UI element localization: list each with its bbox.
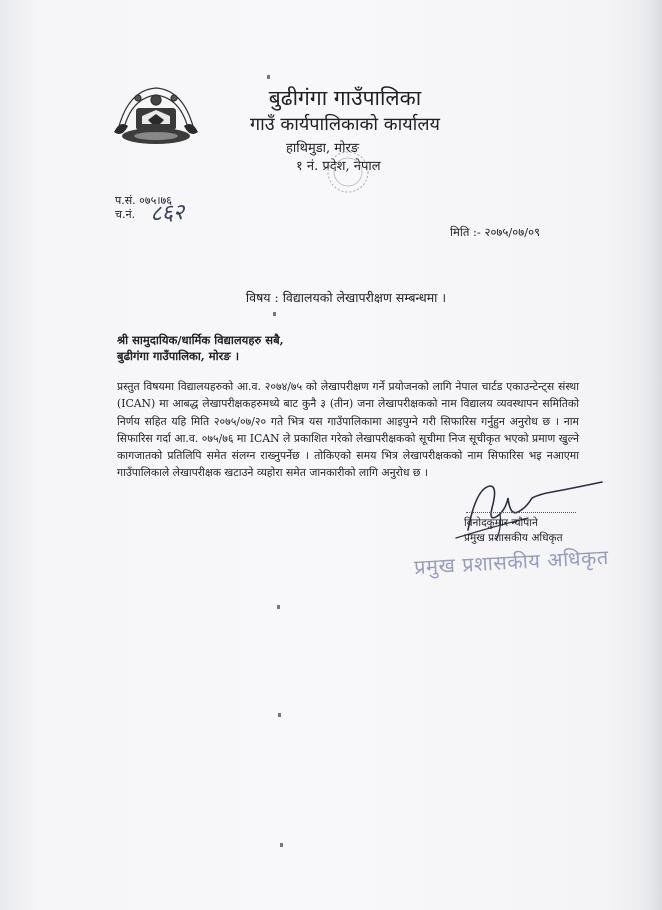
reference-number: प.सं. ०७५।७६ (115, 194, 172, 207)
dispatch-label: च.नं. (115, 208, 136, 221)
scan-speck (277, 605, 280, 609)
address-line-1: हाथिमुडा, मोरङ (286, 141, 360, 156)
office-subtitle: गाउँ कार्यपालिकाको कार्यालय (250, 114, 440, 135)
letter-body: प्रस्तुत विषयमा विद्यालयहरुको आ.व. २०७४/७५ को लेखापरीक्षण गर्ने प्रयोजनको लागि नेपाल चार्टड एकाउन्टेन्ट्स संस्था (ICAN) मा आबद्ध लेखापरीक्षकहरुमध्ये बाट कुनै ३ (तीन) जना लेखापरीक्षकको नाम विद्यालय व्यवस्थापन समितिको निर्णय सहित यहि मिति २०७५/०७/२० गते भित्र यस गाउँपालिकामा आइपुग्ने गरी सिफारिस गर्नुहुन अनुरोध छ । नाम सिफारिस गर्दा आ.व. ०७५/७६ मा ICAN ले प्रकाशित गरेको लेखापरीक्षकको सूचीमा निज सूचीकृत भएको प्रमाण खुल्ने कागजातको प्रतिलिपि समेत संलग्न राख्नुपर्नेछ । तोकिएको समय भित्र लेखापरीक्षकको नाम सिफारिस भइ नआएमा गाउँपालिकाले लेखापरीक्षक खटाउने व्यहोरा समेत जानकारीको लागि अनुरोध छ । (117, 380, 579, 480)
recipient-line-1: श्री सामुदायिक/धार्मिक विद्यालयहरु सबै, (117, 333, 284, 347)
signatory-name: विनोदकुमार न्यौपाने (464, 517, 538, 529)
designation-rubber-stamp: प्रमुख प्रशासकीय अधिकृत (413, 544, 610, 580)
scan-speck (273, 312, 276, 316)
office-title: बुढीगंगा गाउँपालिका (268, 86, 422, 110)
office-seal-stamp (318, 150, 378, 200)
letter-date: मिति :- २०७५/०७/०९ (450, 225, 541, 239)
scan-speck (267, 75, 270, 79)
scan-speck (280, 843, 283, 847)
dispatch-number-handwritten: ८६२ (149, 199, 186, 228)
recipient-line-2: बुढीगंगा गाउँपालिका, मोरङ । (117, 349, 240, 363)
signatory-designation: प्रमुख प्रशासकीय अधिकृत (464, 532, 563, 544)
signature-line (466, 512, 576, 513)
page-edge-shadow (644, 0, 662, 910)
address-line-2: १ नं. प्रदेश, नेपाल (296, 159, 381, 174)
letter-subject: विषय : विद्यालयको लेखापरीक्षण सम्बन्धमा । (245, 290, 447, 305)
scan-speck (278, 713, 281, 717)
